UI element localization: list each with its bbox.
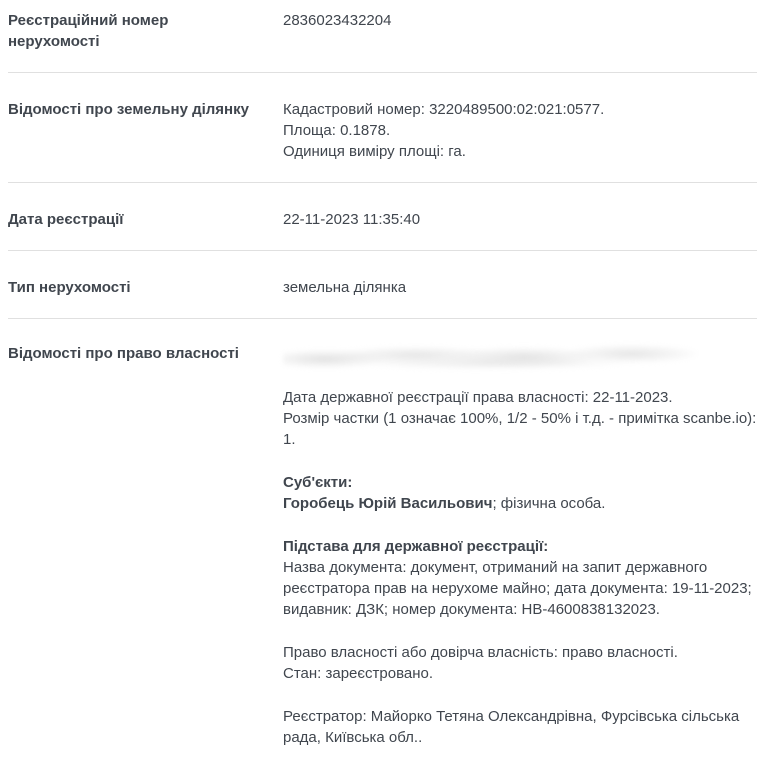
field-label-property-type [8,277,283,298]
field-value-registration-date [283,209,757,230]
ownership-text-bold: Суб'єкти: [283,474,353,491]
row-registration-number [8,0,757,73]
ownership-text-line [283,536,757,557]
ownership-text-line [283,493,757,514]
ownership-text-line [283,408,757,450]
field-label-registration-number [8,10,283,52]
row-property-type [8,251,757,319]
ownership-text-bold: Підстава для державної реєстрації: [283,538,549,555]
ownership-text-line [283,557,757,620]
value-line: 22-11-2023 11:35:40 [283,211,421,228]
ownership-text: Розмір частки (1 означає 100%, 1/2 - 50% і т.д. - примітка scanbe.io): 1. [283,410,757,448]
ownership-paragraph [283,706,757,748]
value-line: 2836023432204 [283,12,392,29]
ownership-text: ; фізична особа. [492,495,606,512]
ownership-text: Стан: зареєстровано. [283,665,434,682]
ownership-paragraphs [283,387,757,748]
ownership-text-line [283,706,757,748]
row-land-parcel-info [8,73,757,183]
value-line: земельна ділянка [283,279,407,296]
field-value-registration-number [283,10,757,31]
ownership-text-line [283,472,757,493]
ownership-text-bold: Горобець Юрій Васильович [283,495,493,512]
ownership-text: Дата державної реєстрації права власності: 22-11-2023. [283,389,673,406]
label-line: Дата реєстрації [8,211,124,228]
ownership-paragraph [283,642,757,684]
ownership-paragraph [283,472,757,514]
field-label-ownership-info [8,343,283,364]
field-value-land-parcel-info [283,99,757,162]
label-line: Реєстраційний номер [8,12,169,29]
value-line-area-unit: Одиниця виміру площі: га. [283,143,466,160]
field-label-land-parcel-info [8,99,283,120]
ownership-text-line [283,663,757,684]
label-line: Відомості про право власності [8,345,239,362]
value-line-area: Площа: 0.1878. [283,122,391,139]
ownership-paragraph [283,536,757,620]
ownership-text: Реєстратор: Майорко Тетяна Олександрівна, Фурсівська сільська рада, Київська обл.. [283,708,740,746]
row-registration-date [8,183,757,251]
ownership-paragraph [283,387,757,450]
value-line-cadastral-number: Кадастровий номер: 3220489500:02:021:0577. [283,101,605,118]
row-ownership-info [8,319,757,768]
label-line: Тип нерухомості [8,279,131,296]
field-label-registration-date [8,209,283,230]
ownership-text-line [283,642,757,663]
ownership-text: Назва документа: документ, отриманий на запит державного реєстратора прав на нерухоме майно; дата документа: 19-11-2023; видавник: ДЗК; номер документа: НВ-4600838132023. [283,559,752,618]
ownership-text: Право власності або довірча власність: право власності. [283,644,678,661]
field-value-ownership-info [283,343,757,748]
redacted-owner-blur [283,337,698,377]
label-line: Відомості про земельну ділянку [8,101,249,118]
field-value-property-type [283,277,757,298]
label-line: нерухомості [8,33,100,50]
ownership-text-line [283,387,757,408]
